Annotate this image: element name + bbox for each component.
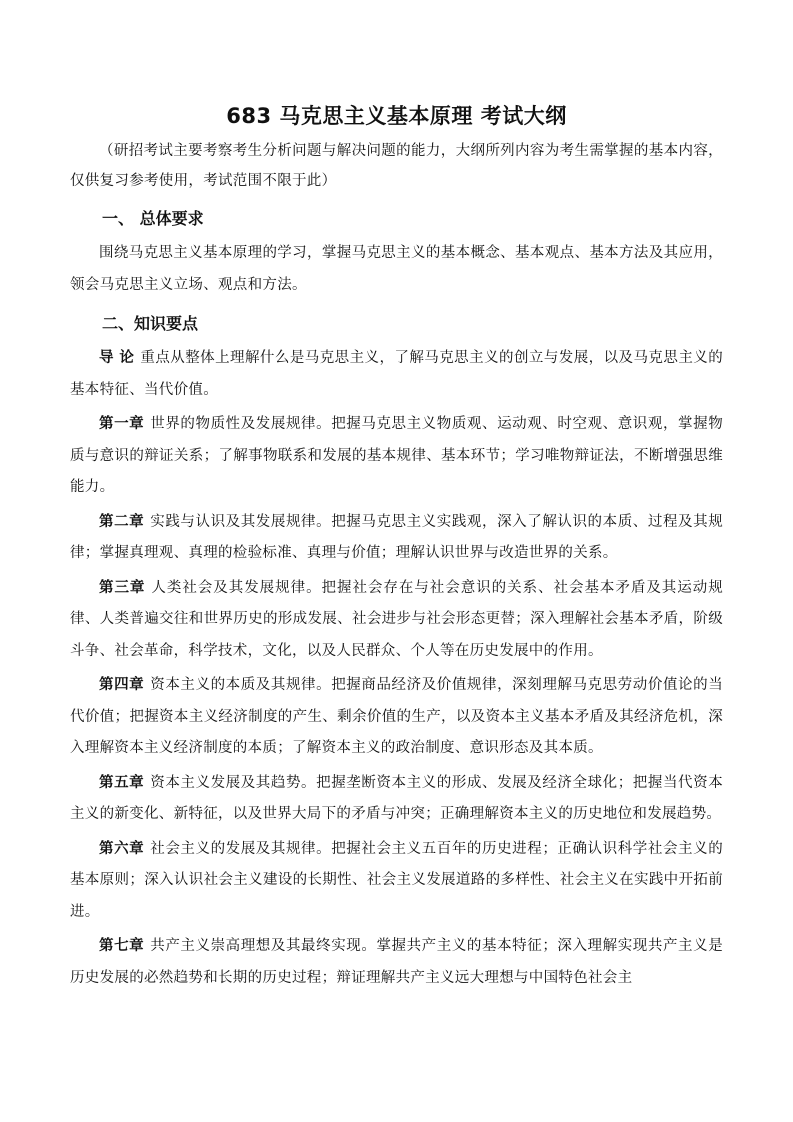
item-lead: 第六章 (99, 840, 145, 857)
item-lead: 第三章 (99, 579, 146, 596)
item-text: 资本主义的本质及其规律。把握商品经济及价值规律，深刻理解马克思劳动价值论的当代价值；把握资本主义经济制度的产生、剩余价值的生产，以及资本主义基本矛盾及其经济危机，深入理解资本主义经济制度的本质；了解资本主义的政治制度、意识形态及其本质。 (70, 677, 723, 756)
item-lead: 导 论 (99, 350, 135, 366)
item-lead: 第四章 (99, 677, 145, 693)
item-text: 人类社会及其发展规律。把握社会存在与社会意识的关系、社会基本矛盾及其运动规律、人类普遍交往和世界历史的形成发展、社会进步与社会形态更替；深入理解社会基本矛盾，阶级斗争、社会革命，科学技术，文化，以及人民群众、个人等在历史发展中的作用。 (70, 579, 723, 659)
exam-scope-note: （研招考试主要考察考生分析问题与解决问题的能力，大纲所列内容为考生需掌握的基本内容，仅供复习参考使用，考试范围不限于此） (70, 143, 723, 189)
item-lead: 第五章 (99, 774, 145, 791)
item-text: 世界的物质性及发展规律。把握马克思主义物质观、运动观、时空观、意识观，掌握物质与意识的辩证关系；了解事物联系和发展的基本规律、基本环节；学习唯物辩证法，不断增强思维能力。 (70, 416, 723, 495)
section-heading-knowledge-points: 二、知识要点 (102, 314, 199, 333)
knowledge-item-introduction (70, 343, 723, 406)
knowledge-item-chapter-5 (70, 768, 723, 831)
item-lead: 第七章 (99, 938, 145, 954)
section-heading-general-requirements: 一、 总体要求 (102, 209, 204, 228)
item-text: 资本主义发展及其趋势。把握垄断资本主义的形成、发展及经济全球化；把握当代资本主义的新变化、新特征，以及世界大局下的矛盾与冲突；正确理解资本主义的历史地位和发展趋势。 (70, 774, 723, 822)
item-lead: 第二章 (99, 513, 145, 530)
knowledge-item-chapter-2 (70, 507, 723, 570)
item-lead: 第一章 (99, 416, 145, 432)
document-title: 683 马克思主义基本原理 考试大纲 (226, 104, 567, 128)
knowledge-item-chapter-4 (70, 670, 723, 765)
knowledge-item-chapter-3 (70, 573, 723, 668)
general-requirements-text: 围绕马克思主义基本原理的学习，掌握马克思主义的基本概念、基本观点、基本方法及其应用，领会马克思主义立场、观点和方法。 (70, 245, 723, 293)
knowledge-item-chapter-7 (70, 931, 723, 994)
item-text: 共产主义崇高理想及其最终实现。掌握共产主义的基本特征；深入理解实现共产主义是历史发展的必然趋势和长期的历史过程；辩证理解共产主义远大理想与中国特色社会主 (70, 938, 723, 986)
item-text: 重点从整体上理解什么是马克思主义，了解马克思主义的创立与发展，以及马克思主义的基本特征、当代价值。 (70, 350, 724, 398)
item-text: 实践与认识及其发展规律。把握马克思主义实践观，深入了解认识的本质、过程及其规律；掌握真理观、真理的检验标准、真理与价值；理解认识世界与改造世界的关系。 (70, 513, 723, 561)
item-text: 社会主义的发展及其规律。把握社会主义五百年的历史进程；正确认识科学社会主义的基本原则；深入认识社会主义建设的长期性、社会主义发展道路的多样性、社会主义在实践中开拓前进。 (70, 840, 723, 920)
knowledge-item-chapter-6 (70, 834, 723, 929)
knowledge-item-chapter-1 (70, 409, 723, 504)
